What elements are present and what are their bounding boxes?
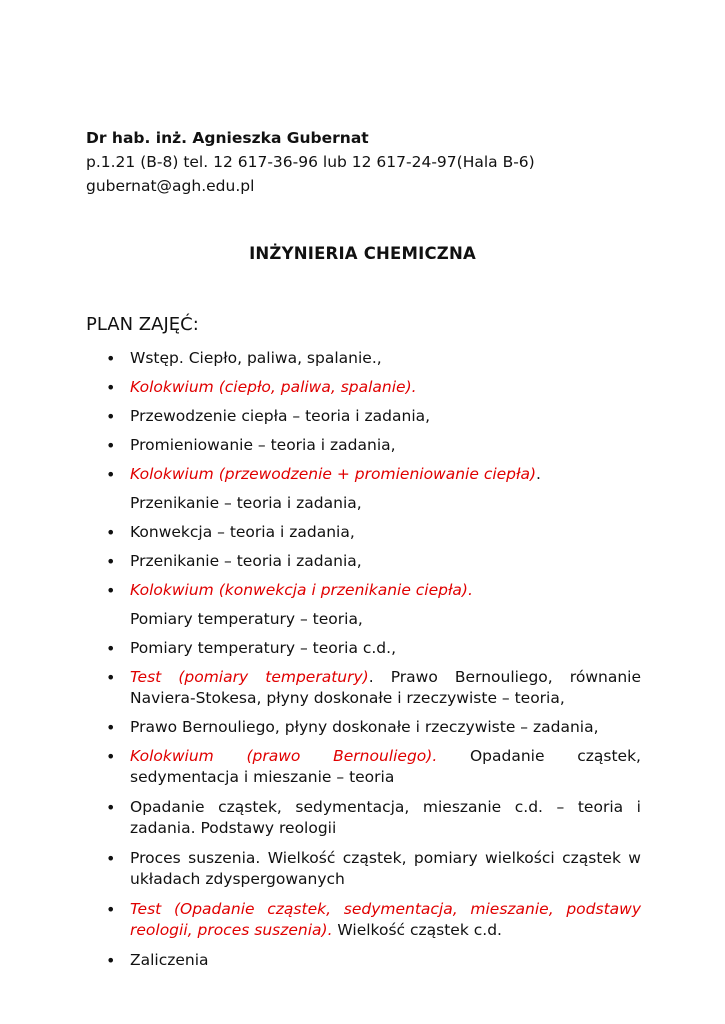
plan-item [86, 580, 641, 601]
plan-item [86, 638, 641, 659]
plan-item-text: Opadanie cząstek, sedymentacja i mieszanie – teoria [130, 747, 641, 786]
plan-item-text: Wielkość cząstek c.d. [332, 921, 502, 939]
plan-item-text: Prawo Bernouliego, płyny doskonałe i rzeczywiste – zadania, [130, 718, 599, 736]
plan-item [86, 377, 641, 398]
plan-item-text: Opadanie cząstek, sedymentacja, mieszanie c.d. – teoria i zadania. Podstawy reologii [130, 798, 641, 837]
plan-heading: PLAN ZAJĘĆ: [86, 314, 199, 335]
highlighted-assessment: Kolokwium (ciepło, paliwa, spalanie). [130, 378, 417, 396]
plan-item [86, 848, 641, 890]
plan-item [86, 717, 641, 738]
page-title: INŻYNIERIA CHEMICZNA [249, 244, 476, 263]
plan-item [86, 348, 641, 369]
highlighted-assessment: Test (pomiary temperatury) [130, 668, 369, 686]
plan-subitem [86, 609, 641, 630]
plan-item [86, 406, 641, 427]
highlighted-assessment: Kolokwium (konwekcja i przenikanie ciepła). [130, 581, 473, 599]
plan-item [86, 667, 641, 709]
plan-item-text: Wstęp. Ciepło, paliwa, spalanie., [130, 349, 382, 367]
plan-item-text: Proces suszenia. Wielkość cząstek, pomiary wielkości cząstek w układach zdyspergowanych [130, 849, 641, 888]
plan-list [86, 340, 641, 971]
plan-item [86, 551, 641, 572]
plan-item [86, 435, 641, 456]
highlighted-assessment: Test (Opadanie cząstek, sedymentacja, mieszanie, podstawy reologii, proces suszenia). [130, 900, 641, 939]
plan-item [86, 746, 641, 788]
highlighted-assessment: Kolokwium (prawo Bernouliego). [130, 747, 438, 765]
highlighted-assessment: Kolokwium (przewodzenie + promieniowanie ciepła) [130, 465, 537, 483]
plan-item-text: Pomiary temperatury – teoria, [130, 610, 363, 628]
plan-item [86, 464, 641, 485]
plan-item-text: Zaliczenia [130, 951, 209, 969]
plan-item [86, 522, 641, 543]
plan-item [86, 899, 641, 941]
author-name: Dr hab. inż. Agnieszka Gubernat [86, 129, 369, 147]
email-line: gubernat@agh.edu.pl [86, 177, 255, 195]
plan-item-text: Przewodzenie ciepła – teoria i zadania, [130, 407, 431, 425]
room-phone-line: p.1.21 (B-8) tel. 12 617-36-96 lub 12 617-24-97(Hala B-6) [86, 153, 535, 171]
plan-subitem [86, 493, 641, 514]
plan-item [86, 950, 641, 971]
plan-item-text: . [536, 465, 541, 483]
plan-item-text: Pomiary temperatury – teoria c.d., [130, 639, 397, 657]
plan-item-text: Przenikanie – teoria i zadania, [130, 494, 362, 512]
plan-item-text: Promieniowanie – teoria i zadania, [130, 436, 396, 454]
plan-item-text: . Prawo Bernouliego, równanie Naviera-Stokesa, płyny doskonałe i rzeczywiste – teoria, [130, 668, 641, 707]
plan-item [86, 797, 641, 839]
plan-item-text: Przenikanie – teoria i zadania, [130, 552, 362, 570]
plan-item-text: Konwekcja – teoria i zadania, [130, 523, 355, 541]
contact-header [86, 126, 535, 198]
